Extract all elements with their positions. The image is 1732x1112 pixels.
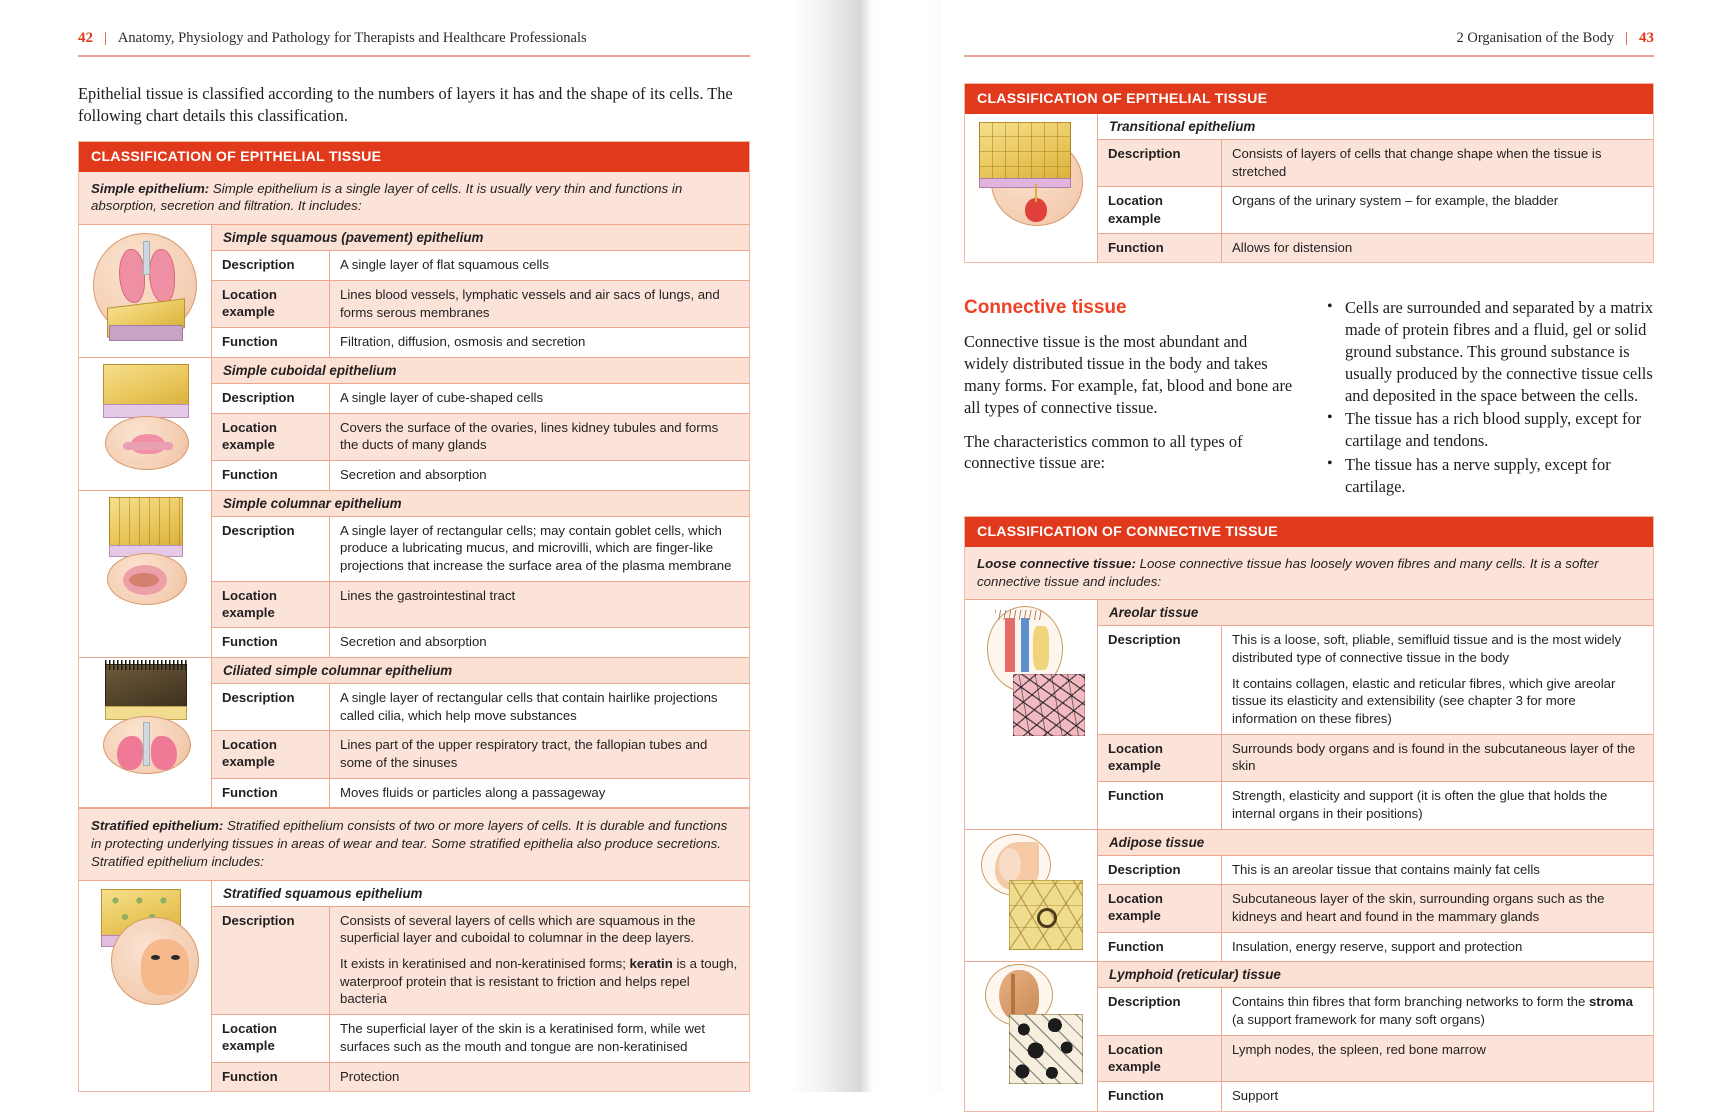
simple-epithelium-intro-text: Simple epithelium is a single layer of cells. It is usually very thin and functions in absorption, secretion and filtration. It includes: <box>91 180 683 214</box>
list-item: • Cells are surrounded and separated by a matrix made of protein fibres and a fluid, gel or solid ground substance. This ground substance is usually produced by the connective tissue cells and deposited in the space between the cells. <box>1325 297 1654 406</box>
transitional-epithelium-bladder-illustration <box>965 114 1098 262</box>
row-value <box>1222 988 1653 1034</box>
row-value: Protection <box>340 1068 400 1084</box>
table-group <box>965 600 1653 829</box>
table-row <box>1098 234 1653 263</box>
table-row <box>1098 933 1653 962</box>
row-value: A single layer of rectangular cells; may contain goblet cells, which produce a lubricating mucus, and microvilli, which are finger-like projections that increase the surface area of the plasma membrane <box>340 522 732 574</box>
table-row <box>212 328 749 357</box>
row-label: Description <box>1098 626 1222 733</box>
row-value: Secretion and absorption <box>340 634 487 650</box>
table-row <box>1098 1036 1653 1082</box>
row-label: Function <box>1098 234 1222 263</box>
keratin-term: keratin <box>629 956 673 972</box>
row-value <box>330 907 749 1014</box>
row-label: Function <box>212 328 330 357</box>
group-subhead: Transitional epithelium <box>1098 114 1653 140</box>
row-label: Description <box>1098 856 1222 885</box>
table-row <box>212 779 749 808</box>
row-label: Description <box>1098 988 1222 1034</box>
table-row <box>212 1063 749 1092</box>
table-group <box>79 358 749 491</box>
group-subhead: Stratified squamous epithelium <box>212 881 749 907</box>
list-item: • The tissue has a nerve supply, except for cartilage. <box>1325 454 1654 498</box>
ciliated-columnar-cells-and-nasal-passage-illustration <box>79 658 212 807</box>
right-page-number: 43 <box>1639 30 1654 46</box>
row-value-paragraph-2: It contains collagen, elastic and reticular fibres, which give areolar tissue its elasticity and extensibility (see chapter 3 for more information on these fibres) <box>1232 675 1616 727</box>
row-value: Filtration, diffusion, osmosis and secretion <box>340 334 586 350</box>
row-value: Allows for distension <box>1232 239 1353 255</box>
table-row <box>212 1015 749 1062</box>
row-value: Lymph nodes, the spleen, red bone marrow <box>1232 1041 1486 1057</box>
stroma-term: stroma <box>1588 994 1633 1010</box>
table-row <box>212 582 749 628</box>
table-row <box>1098 988 1653 1035</box>
table-row <box>1098 626 1653 734</box>
table-row <box>1098 735 1653 782</box>
row-value: Organs of the urinary system – for example, the bladder <box>1232 193 1559 209</box>
row-label: Function <box>1098 782 1222 828</box>
table-group <box>79 225 749 358</box>
table-row <box>212 731 749 778</box>
row-label: Function <box>1098 1082 1222 1111</box>
row-value: Lines the gastrointestinal tract <box>340 587 516 603</box>
simple-epithelium-intro <box>79 172 749 226</box>
table-title: CLASSIFICATION OF EPITHELIAL TISSUE <box>79 142 749 172</box>
epithelial-tissue-table-continued <box>964 83 1654 263</box>
group-subhead: Simple cuboidal epithelium <box>212 358 749 384</box>
row-value-paragraph-2 <box>340 955 739 1008</box>
table-row <box>1098 187 1653 233</box>
epithelial-tissue-table <box>78 141 750 1093</box>
row-value: Surrounds body organs and is found in the subcutaneous layer of the skin <box>1232 740 1636 774</box>
stratified-epithelium-intro <box>79 808 749 880</box>
right-running-head <box>964 30 1654 57</box>
connective-text-column <box>964 297 1293 499</box>
group-subhead: Simple columnar epithelium <box>212 491 749 517</box>
left-page <box>0 0 790 1092</box>
table-row <box>212 907 749 1015</box>
chapter-title: 2 Organisation of the Body <box>1456 30 1615 46</box>
row-label: Location example <box>1098 735 1222 781</box>
lungs-and-squamous-cells-illustration <box>79 225 212 357</box>
table-row <box>212 517 749 582</box>
table-row <box>1098 782 1653 828</box>
table-group <box>79 881 749 1092</box>
row-label: Location example <box>1098 1036 1222 1081</box>
table-group <box>79 491 749 658</box>
areolar-tissue-skin-section-illustration <box>965 600 1098 828</box>
group-subhead: Ciliated simple columnar epithelium <box>212 658 749 684</box>
row-value: A single layer of cube-shaped cells <box>340 390 544 405</box>
row-label: Location example <box>212 1015 330 1061</box>
right-page <box>942 0 1732 1103</box>
stratified-epithelium-intro-label: Stratified epithelium: <box>91 818 224 834</box>
simple-epithelium-intro-label: Simple epithelium: <box>91 180 210 196</box>
row-value: Covers the surface of the ovaries, lines kidney tubules and forms the ducts of many glands <box>340 419 719 453</box>
table-row <box>1098 856 1653 886</box>
row-value: Moves fluids or particles along a passageway <box>340 784 606 800</box>
table-row <box>212 628 749 657</box>
table-group <box>79 658 749 808</box>
row-value: Consists of layers of cells that change shape when the tissue is stretched <box>1232 146 1602 179</box>
row-label: Location example <box>1098 885 1222 931</box>
row-value: Subcutaneous layer of the skin, surrounding organs such as the kidneys and heart and found in the mammary glands <box>1232 891 1605 924</box>
keratin-text-a: It exists in keratinised and non-keratinised forms; <box>340 956 630 972</box>
table-group <box>965 830 1653 963</box>
row-label: Function <box>212 779 330 808</box>
table-row <box>1098 1082 1653 1111</box>
book-gutter-shadow <box>790 0 942 1092</box>
section-heading: Connective tissue <box>964 297 1127 319</box>
row-value: Strength, elasticity and support (it is often the glue that holds the internal organs in their positions) <box>1232 788 1608 821</box>
row-label: Description <box>212 684 330 730</box>
group-subhead: Lymphoid (reticular) tissue <box>1098 962 1653 988</box>
runhead-separator: | <box>104 30 107 46</box>
row-value <box>1222 626 1653 733</box>
row-label: Location example <box>1098 187 1222 232</box>
loose-connective-intro-label: Loose connective tissue: <box>977 555 1136 571</box>
row-label: Description <box>212 517 330 581</box>
table-row <box>212 414 749 461</box>
adipose-tissue-breast-and-fat-cells-illustration <box>965 830 1098 962</box>
group-subhead: Simple squamous (pavement) epithelium <box>212 225 749 251</box>
list-item: • The tissue has a rich blood supply, except for cartilage and tendons. <box>1325 408 1654 452</box>
stratified-epithelium-intro-text: Stratified epithelium consists of two or more layers of cells. It is durable and functions in protecting underlying tissues in areas of wear and tear. Some stratified epithelia also produce secretions. Stratified epithelium includes: <box>91 818 728 869</box>
runhead-separator: | <box>1625 30 1628 46</box>
group-subhead: Adipose tissue <box>1098 830 1653 856</box>
row-label: Location example <box>212 731 330 777</box>
connective-characteristics-list <box>1325 297 1654 497</box>
left-page-number: 42 <box>78 30 93 46</box>
row-label: Function <box>212 628 330 657</box>
table-group <box>965 114 1653 262</box>
connective-paragraph-1: Connective tissue is the most abundant and widely distributed tissue in the body and takes many forms. For example, fat, blood and bone are all types of connective tissue. <box>964 332 1293 417</box>
table-row <box>212 384 749 414</box>
book-title: Anatomy, Physiology and Pathology for Therapists and Healthcare Professionals <box>117 30 587 46</box>
row-label: Function <box>212 1063 330 1092</box>
table-row <box>1098 885 1653 932</box>
row-label: Description <box>212 907 330 1014</box>
intro-paragraph: Epithelial tissue is classified according to the numbers of layers it has and the shape of its cells. The following chart details this classification. <box>78 84 733 125</box>
row-label: Function <box>212 461 330 490</box>
row-label: Location example <box>212 582 330 627</box>
row-value: Insulation, energy reserve, support and protection <box>1232 938 1523 954</box>
lymphoid-reticular-tissue-node-illustration <box>965 962 1098 1110</box>
table-row <box>212 684 749 731</box>
row-value: A single layer of rectangular cells that contain hairlike projections called cilia, which help move substances <box>340 689 718 723</box>
table-row <box>212 281 749 328</box>
cuboidal-cells-and-ovary-illustration <box>79 358 212 490</box>
row-value-paragraph-1: This is a loose, soft, pliable, semifluid tissue and is the most widely distributed type of connective tissue in the body <box>1232 632 1622 665</box>
connective-tissue-intro-section <box>964 297 1654 499</box>
row-label: Location example <box>212 281 330 327</box>
table-group <box>965 962 1653 1110</box>
stroma-text-b: (a support framework for many soft organs) <box>1232 1011 1485 1027</box>
left-intro-prose <box>78 83 750 127</box>
row-value: A single layer of flat squamous cells <box>340 257 549 273</box>
group-subhead: Areolar tissue <box>1098 600 1653 626</box>
table-row <box>212 461 749 490</box>
row-label: Description <box>212 384 330 413</box>
row-value: Lines blood vessels, lymphatic vessels and air sacs of lungs, and forms serous membranes <box>340 286 720 320</box>
table-row <box>212 251 749 281</box>
row-label: Function <box>1098 933 1222 962</box>
row-value: Secretion and absorption <box>340 467 487 483</box>
connective-paragraph-2: The characteristics common to all types of connective tissue are: <box>964 431 1243 473</box>
stroma-text-a: Contains thin fibres that form branching networks to form the <box>1232 994 1589 1010</box>
table-title: CLASSIFICATION OF CONNECTIVE TISSUE <box>965 517 1653 547</box>
loose-connective-tissue-intro <box>965 547 1653 601</box>
stratified-squamous-skin-and-face-illustration <box>79 881 212 1092</box>
row-value: Lines part of the upper respiratory tract, the fallopian tubes and some of the sinuses <box>340 737 708 770</box>
loose-connective-intro-text: Loose connective tissue has loosely woven fibres and many cells. It is a softer connective tissue and includes: <box>977 555 1599 589</box>
left-running-head <box>78 30 750 57</box>
table-row <box>1098 140 1653 187</box>
row-label: Description <box>1098 140 1222 186</box>
row-value: The superficial layer of the skin is a keratinised form, while wet surfaces such as the mouth and tongue are non-keratinised <box>340 1021 706 1054</box>
row-label: Description <box>212 251 330 280</box>
row-label: Location example <box>212 414 330 460</box>
row-value-paragraph-1: Consists of several layers of cells which are squamous in the superficial layer and cuboidal to columnar in the deep layers. <box>340 912 696 946</box>
row-value: This is an areolar tissue that contains mainly fat cells <box>1232 861 1540 877</box>
table-title: CLASSIFICATION OF EPITHELIAL TISSUE <box>965 84 1653 114</box>
keratin-text-b: is a tough, waterproof protein that is resistant to friction and helps repel bacteria <box>340 956 738 1007</box>
row-value: Support <box>1232 1087 1279 1103</box>
connective-bullets-column <box>1325 297 1654 499</box>
columnar-cells-and-intestine-illustration <box>79 491 212 657</box>
connective-tissue-table <box>964 516 1654 1112</box>
